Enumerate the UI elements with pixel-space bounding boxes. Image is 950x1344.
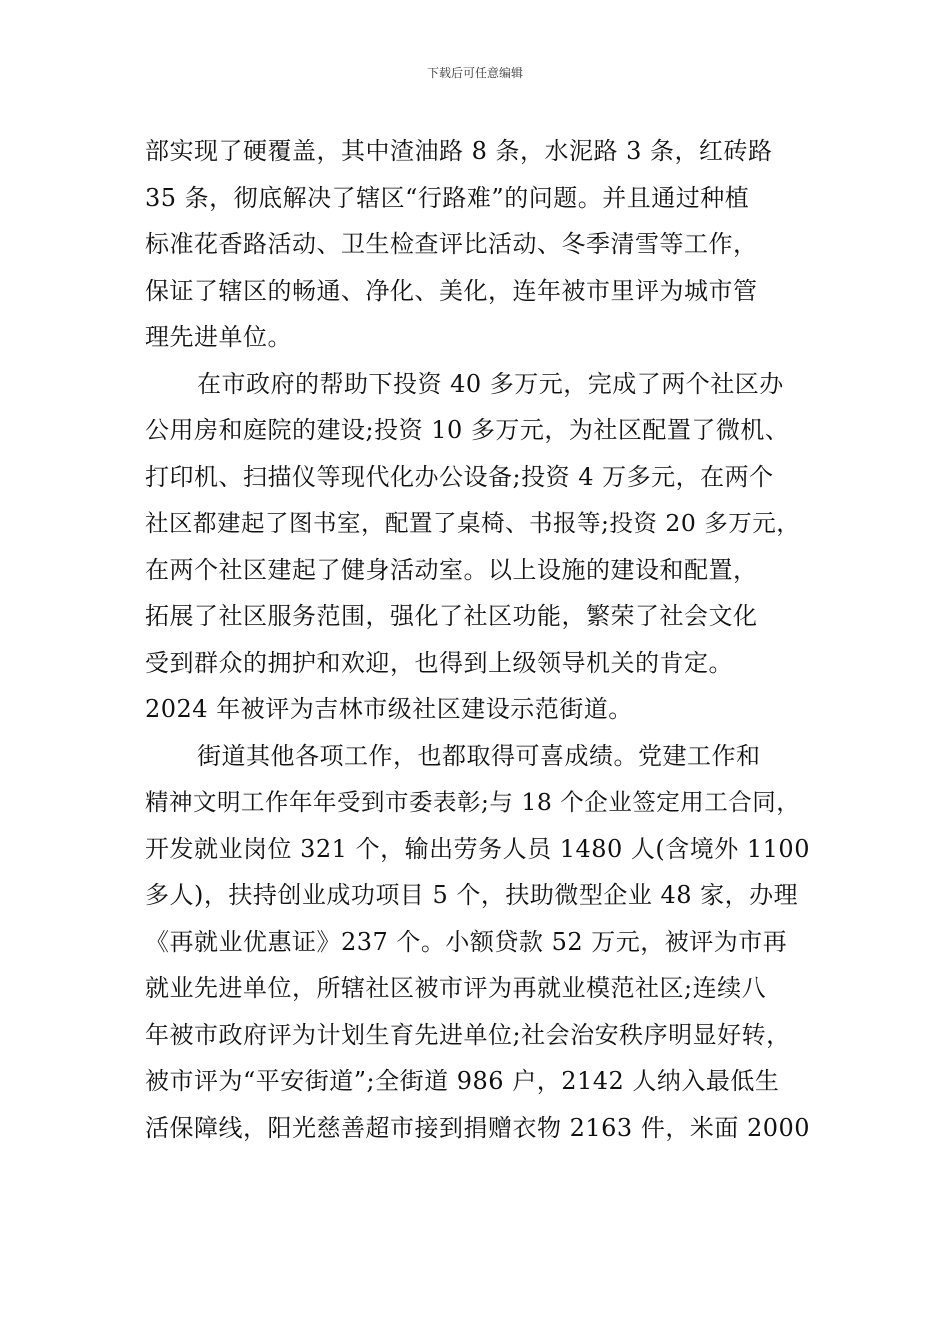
text-line: 《再就业优惠证》237 个。小额贷款 52 万元，被评为市再 (145, 927, 788, 956)
text-line: 标准花香路活动、卫生检查评比活动、冬季清雪等工作， (145, 230, 758, 258)
text-line: 在两个社区建起了健身活动室。以上设施的建设和配置， (145, 555, 758, 584)
text-line: 多人)，扶持创业成功项目 5 个，扶助微型企业 48 家，办理 (145, 881, 799, 909)
text-line: 活保障线，阳光慈善超市接到捐赠衣物 2163 件，米面 2000 (145, 1113, 811, 1142)
text-line: 开发就业岗位 321 个，输出劳务人员 1480 人(含境外 1100 (145, 834, 810, 863)
text-line: 拓展了社区服务范围，强化了社区功能，繁荣了社会文化 (145, 602, 758, 630)
text-line: 就业先进单位，所辖社区被市评为再就业模范社区;连续八 (145, 974, 767, 1002)
text-line: 精神文明工作年年受到市委表彰;与 18 个企业签定用工合同， (145, 788, 801, 816)
text-line: 保证了辖区的畅通、净化、美化，连年被市里评为城市管 (145, 276, 758, 305)
text-line: 理先进单位。 (145, 323, 292, 351)
text-line: 公用房和庭院的建设;投资 10 多万元，为社区配置了微机、 (145, 416, 790, 444)
text-line: 部实现了硬覆盖，其中渣油路 8 条，水泥路 3 条，红砖路 (145, 137, 773, 165)
text-line: 街道其他各项工作，也都取得可喜成绩。党建工作和 (197, 741, 761, 770)
document-body (145, 128, 813, 1151)
text-line: 35 条，彻底解决了辖区“行路难”的问题。并且通过种植 (145, 183, 750, 212)
page-header: 下载后可任意编辑 (426, 66, 523, 80)
text-line: 被市评为“平安街道”;全街道 986 户，2142 人纳入最低生 (145, 1067, 780, 1095)
text-line: 打印机、扫描仪等现代化办公设备;投资 4 万多元，在两个 (145, 462, 774, 491)
text-line: 年被市政府评为计划生育先进单位;社会治安秩序明显好转， (145, 1020, 791, 1049)
text-line: 受到群众的拥护和欢迎，也得到上级领导机关的肯定。 (145, 648, 733, 677)
text-line: 社区都建起了图书室，配置了桌椅、书报等;投资 20 多万元， (145, 509, 801, 537)
text-line: 2024 年被评为吉林市级社区建设示范街道。 (145, 695, 633, 723)
text-line: 在市政府的帮助下投资 40 多万元，完成了两个社区办 (197, 369, 784, 398)
